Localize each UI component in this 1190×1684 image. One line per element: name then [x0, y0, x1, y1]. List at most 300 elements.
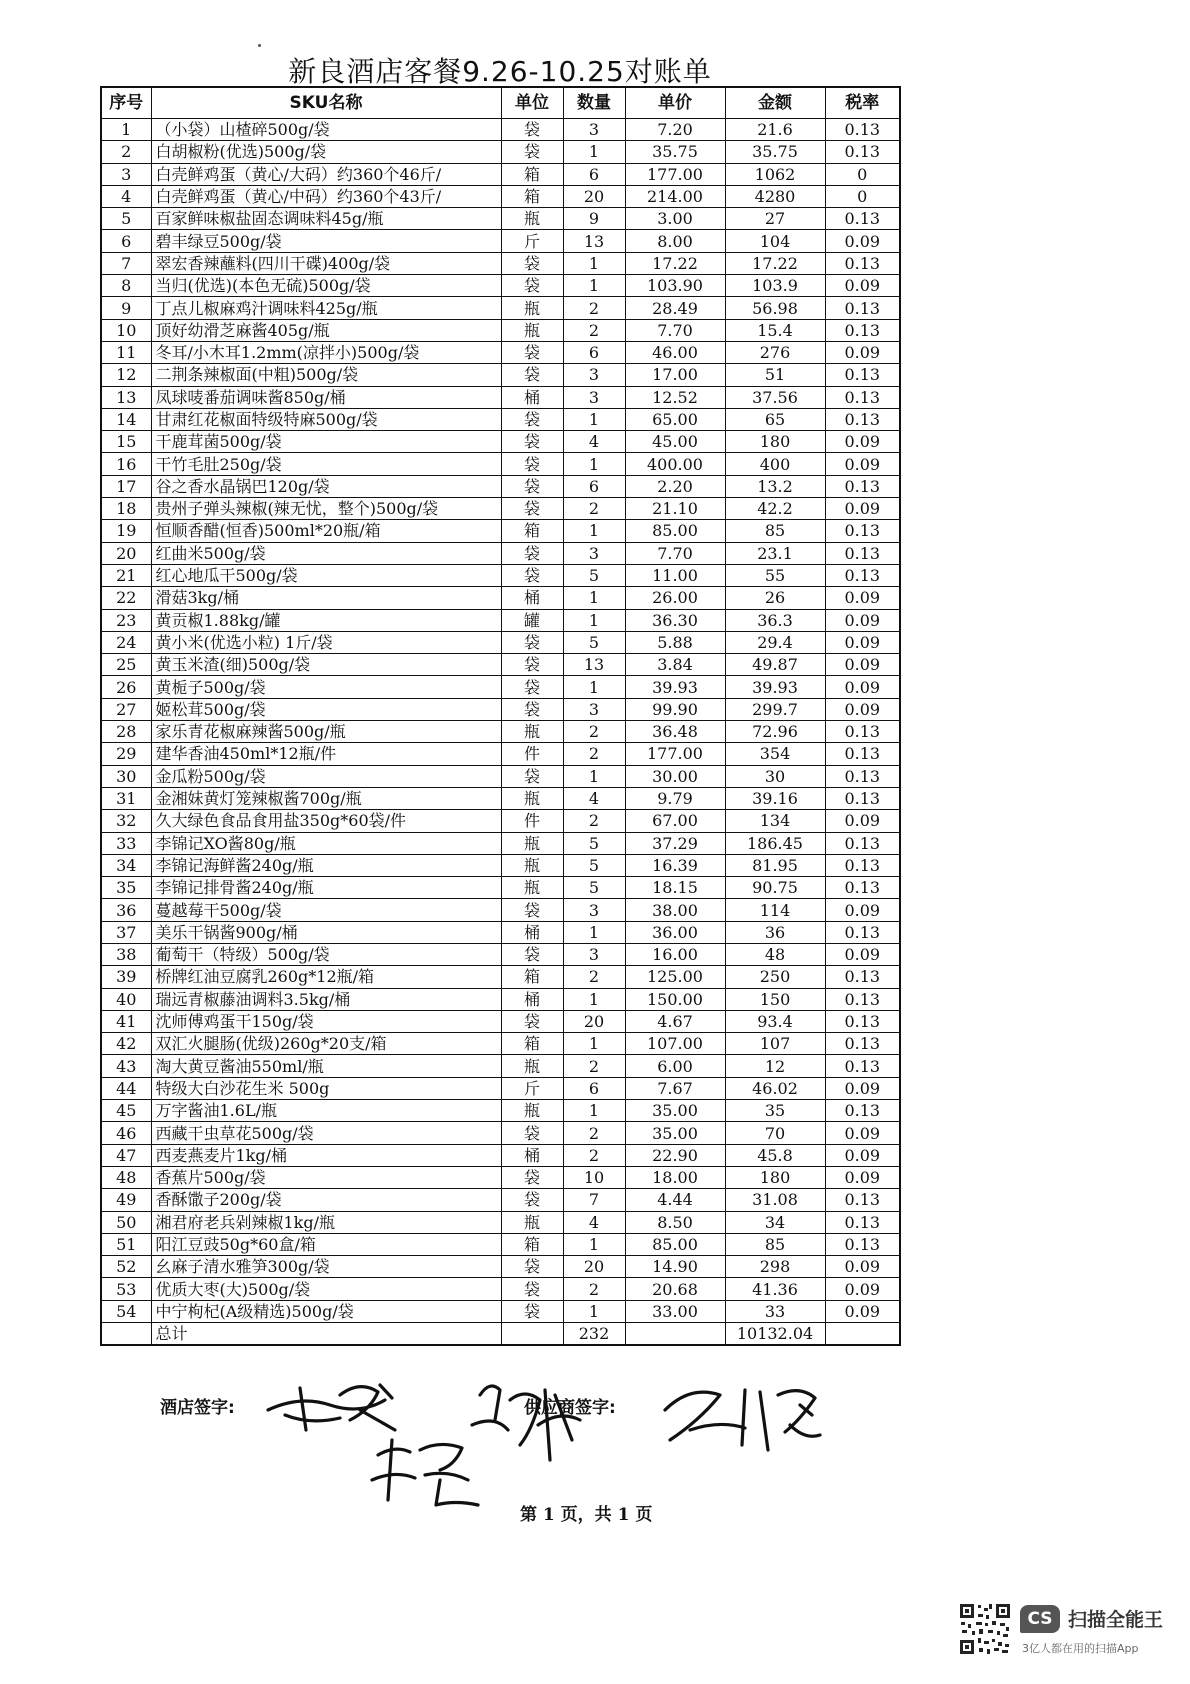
- total-label: 总计: [151, 1323, 501, 1346]
- camscanner-logo-icon: CS: [1020, 1605, 1060, 1633]
- sku-name: 碧丰绿豆500g/袋: [151, 230, 501, 252]
- row-index: 2: [101, 141, 151, 163]
- header-unit: 单位: [501, 87, 563, 119]
- unit: 袋: [501, 1122, 563, 1144]
- tax-rate: 0: [825, 185, 900, 207]
- unit: 斤: [501, 230, 563, 252]
- quantity: 1: [563, 141, 625, 163]
- unit: 瓶: [501, 854, 563, 876]
- row-index: 12: [101, 364, 151, 386]
- sku-name: 干鹿茸菌500g/袋: [151, 431, 501, 453]
- unit: 袋: [501, 698, 563, 720]
- header-tax-rate: 税率: [825, 87, 900, 119]
- sku-name: 红心地瓜干500g/袋: [151, 564, 501, 586]
- quantity: 1: [563, 676, 625, 698]
- unit: 桶: [501, 386, 563, 408]
- sku-name: 李锦记排骨酱240g/瓶: [151, 877, 501, 899]
- amount: 33: [725, 1300, 825, 1322]
- unit-price: 16.39: [625, 854, 725, 876]
- unit-price: 14.90: [625, 1256, 725, 1278]
- tax-rate: 0.13: [825, 208, 900, 230]
- row-index: 11: [101, 341, 151, 363]
- quantity: 2: [563, 1278, 625, 1300]
- row-index: 30: [101, 765, 151, 787]
- amount: 30: [725, 765, 825, 787]
- sku-name: 黄贡椒1.88kg/罐: [151, 609, 501, 631]
- unit: 瓶: [501, 319, 563, 341]
- unit-price: 8.50: [625, 1211, 725, 1233]
- unit: 瓶: [501, 721, 563, 743]
- unit-price: 46.00: [625, 341, 725, 363]
- tax-rate: 0.13: [825, 1100, 900, 1122]
- quantity: 1: [563, 1300, 625, 1322]
- tax-rate: 0.13: [825, 252, 900, 274]
- sku-name: 家乐青花椒麻辣酱500g/瓶: [151, 721, 501, 743]
- amount: 35.75: [725, 141, 825, 163]
- row-index: 35: [101, 877, 151, 899]
- tax-rate: 0.13: [825, 721, 900, 743]
- unit: 袋: [501, 475, 563, 497]
- unit: 袋: [501, 1166, 563, 1188]
- unit: 件: [501, 810, 563, 832]
- amount: 37.56: [725, 386, 825, 408]
- tax-rate: 0.09: [825, 230, 900, 252]
- quantity: 3: [563, 943, 625, 965]
- sku-name: 葡萄干（特级）500g/袋: [151, 943, 501, 965]
- sku-name: 西麦燕麦片1kg/桶: [151, 1144, 501, 1166]
- row-index: 47: [101, 1144, 151, 1166]
- unit-price: 7.70: [625, 319, 725, 341]
- tax-rate: 0.09: [825, 1256, 900, 1278]
- amount: 276: [725, 341, 825, 363]
- sku-name: 甘肃红花椒面特级特麻500g/袋: [151, 408, 501, 430]
- amount: 15.4: [725, 319, 825, 341]
- unit-price: 12.52: [625, 386, 725, 408]
- amount: 29.4: [725, 631, 825, 653]
- row-index: 45: [101, 1100, 151, 1122]
- unit-price: 7.67: [625, 1077, 725, 1099]
- tax-rate: 0.13: [825, 743, 900, 765]
- tax-rate: 0.13: [825, 854, 900, 876]
- quantity: 3: [563, 542, 625, 564]
- row-index: 46: [101, 1122, 151, 1144]
- quantity: 2: [563, 721, 625, 743]
- sku-name: 香蕉片500g/袋: [151, 1166, 501, 1188]
- quantity: 1: [563, 988, 625, 1010]
- header-sku-name: SKU名称: [151, 87, 501, 119]
- unit-price: 36.48: [625, 721, 725, 743]
- quantity: 2: [563, 743, 625, 765]
- sku-name: 黄小米(优选小粒) 1斤/袋: [151, 631, 501, 653]
- unit-price: 36.00: [625, 921, 725, 943]
- unit-price: 85.00: [625, 1233, 725, 1255]
- tax-rate: 0.09: [825, 1122, 900, 1144]
- sku-name: 二荆条辣椒面(中粗)500g/袋: [151, 364, 501, 386]
- unit-price: 177.00: [625, 743, 725, 765]
- quantity: 1: [563, 1100, 625, 1122]
- amount: 34: [725, 1211, 825, 1233]
- row-index: 20: [101, 542, 151, 564]
- unit-price: 35.00: [625, 1122, 725, 1144]
- sku-name: 丁点儿椒麻鸡汁调味料425g/瓶: [151, 297, 501, 319]
- quantity: 4: [563, 431, 625, 453]
- amount: 298: [725, 1256, 825, 1278]
- quantity: 1: [563, 765, 625, 787]
- sku-name: 贵州子弹头辣椒(辣无忧，整个)500g/袋: [151, 498, 501, 520]
- row-index: 6: [101, 230, 151, 252]
- row-index: 18: [101, 498, 151, 520]
- tax-rate: 0.09: [825, 341, 900, 363]
- unit: 袋: [501, 364, 563, 386]
- row-index: 33: [101, 832, 151, 854]
- quantity: 13: [563, 654, 625, 676]
- row-index: 21: [101, 564, 151, 586]
- tax-rate: 0.13: [825, 475, 900, 497]
- unit-price: 36.30: [625, 609, 725, 631]
- quantity: 2: [563, 498, 625, 520]
- unit: 瓶: [501, 1100, 563, 1122]
- unit: 袋: [501, 252, 563, 274]
- unit-price: 35.00: [625, 1100, 725, 1122]
- sku-name: 白壳鲜鸡蛋（黄心/大码）约360个46斤/: [151, 163, 501, 185]
- sku-name: 淘大黄豆酱油550ml/瓶: [151, 1055, 501, 1077]
- quantity: 2: [563, 1144, 625, 1166]
- unit-price: 6.00: [625, 1055, 725, 1077]
- unit-price: 85.00: [625, 520, 725, 542]
- sku-name: 久大绿色食品食用盐350g*60袋/件: [151, 810, 501, 832]
- supplier-signature-scribble: [665, 1390, 820, 1450]
- tax-rate: 0.13: [825, 542, 900, 564]
- tax-rate: 0.13: [825, 364, 900, 386]
- amount: 49.87: [725, 654, 825, 676]
- unit: 瓶: [501, 832, 563, 854]
- amount: 134: [725, 810, 825, 832]
- quantity: 13: [563, 230, 625, 252]
- unit: 瓶: [501, 1211, 563, 1233]
- unit-price: 18.00: [625, 1166, 725, 1188]
- tax-rate: 0.13: [825, 564, 900, 586]
- unit: 箱: [501, 1233, 563, 1255]
- quantity: 1: [563, 1233, 625, 1255]
- quantity: 3: [563, 386, 625, 408]
- unit: 袋: [501, 631, 563, 653]
- unit-price: 5.88: [625, 631, 725, 653]
- unit-price: 26.00: [625, 587, 725, 609]
- unit: 桶: [501, 988, 563, 1010]
- total-amount: 10132.04: [725, 1323, 825, 1346]
- amount: 48: [725, 943, 825, 965]
- tax-rate: 0: [825, 163, 900, 185]
- tax-rate: 0.09: [825, 1144, 900, 1166]
- document-title: 新良酒店客餐9.26-10.25对账单: [288, 55, 712, 88]
- amount: 23.1: [725, 542, 825, 564]
- unit: 箱: [501, 163, 563, 185]
- tax-rate: 0.13: [825, 119, 900, 141]
- unit-price: 2.20: [625, 475, 725, 497]
- quantity: 2: [563, 810, 625, 832]
- amount: 81.95: [725, 854, 825, 876]
- unit: 件: [501, 743, 563, 765]
- unit: 桶: [501, 1144, 563, 1166]
- quantity: 10: [563, 1166, 625, 1188]
- row-index: 7: [101, 252, 151, 274]
- sku-name: 李锦记XO酱80g/瓶: [151, 832, 501, 854]
- tax-rate: 0.09: [825, 810, 900, 832]
- quantity: 3: [563, 119, 625, 141]
- row-index: 3: [101, 163, 151, 185]
- unit-price: 400.00: [625, 453, 725, 475]
- qr-code-icon: [958, 1602, 1012, 1656]
- unit: 袋: [501, 1010, 563, 1032]
- sku-name: 凤球唛番茄调味酱850g/桶: [151, 386, 501, 408]
- unit: 袋: [501, 1189, 563, 1211]
- quantity: 1: [563, 587, 625, 609]
- sku-name: 桥牌红油豆腐乳260g*12瓶/箱: [151, 966, 501, 988]
- unit-price: 125.00: [625, 966, 725, 988]
- sku-name: 金湘妹黄灯笼辣椒酱700g/瓶: [151, 787, 501, 809]
- unit-price: 17.22: [625, 252, 725, 274]
- quantity: 7: [563, 1189, 625, 1211]
- row-index: 28: [101, 721, 151, 743]
- tax-rate: 0.13: [825, 408, 900, 430]
- tax-rate: 0.09: [825, 587, 900, 609]
- unit: 桶: [501, 921, 563, 943]
- tax-rate: 0.09: [825, 1278, 900, 1300]
- tax-rate: 0.13: [825, 1233, 900, 1255]
- unit-price: 67.00: [625, 810, 725, 832]
- unit-price: 214.00: [625, 185, 725, 207]
- sku-name: 翠宏香辣蘸料(四川干碟)400g/袋: [151, 252, 501, 274]
- row-index: 34: [101, 854, 151, 876]
- supplier-signature-label: 供应商签字:: [524, 1398, 616, 1418]
- amount: 51: [725, 364, 825, 386]
- unit-price: 99.90: [625, 698, 725, 720]
- amount: 35: [725, 1100, 825, 1122]
- sku-name: 湘君府老兵剁辣椒1kg/瓶: [151, 1211, 501, 1233]
- unit: 袋: [501, 765, 563, 787]
- unit: 瓶: [501, 877, 563, 899]
- unit: 袋: [501, 1278, 563, 1300]
- quantity: 5: [563, 832, 625, 854]
- tax-rate: 0.09: [825, 498, 900, 520]
- amount: 12: [725, 1055, 825, 1077]
- unit-price: 8.00: [625, 230, 725, 252]
- quantity: 1: [563, 275, 625, 297]
- sku-name: 瑞远青椒藤油调料3.5kg/桶: [151, 988, 501, 1010]
- unit-price: 16.00: [625, 943, 725, 965]
- row-index: 9: [101, 297, 151, 319]
- tax-rate: 0.09: [825, 899, 900, 921]
- row-index: 32: [101, 810, 151, 832]
- row-index: 5: [101, 208, 151, 230]
- tax-rate: 0.13: [825, 297, 900, 319]
- unit: 袋: [501, 1300, 563, 1322]
- row-index: 8: [101, 275, 151, 297]
- amount: 39.93: [725, 676, 825, 698]
- unit: 袋: [501, 1256, 563, 1278]
- hotel-signature-scribble-3: [472, 1386, 580, 1460]
- amount: 36.3: [725, 609, 825, 631]
- sku-name: 冬耳/小木耳1.2mm(凉拌小)500g/袋: [151, 341, 501, 363]
- row-index: 52: [101, 1256, 151, 1278]
- sku-name: 万字酱油1.6L/瓶: [151, 1100, 501, 1122]
- unit-price: 150.00: [625, 988, 725, 1010]
- amount: 21.6: [725, 119, 825, 141]
- unit-price: 17.00: [625, 364, 725, 386]
- row-index: 37: [101, 921, 151, 943]
- row-index: 36: [101, 899, 151, 921]
- unit: 袋: [501, 119, 563, 141]
- tax-rate: 0.13: [825, 1055, 900, 1077]
- header-index: 序号: [101, 87, 151, 119]
- unit-price: 11.00: [625, 564, 725, 586]
- tax-rate: 0.13: [825, 877, 900, 899]
- sku-name: （小袋）山楂碎500g/袋: [151, 119, 501, 141]
- tax-rate: 0.13: [825, 765, 900, 787]
- row-index: 27: [101, 698, 151, 720]
- amount: 103.9: [725, 275, 825, 297]
- row-index: 40: [101, 988, 151, 1010]
- unit-price: 45.00: [625, 431, 725, 453]
- tax-rate: 0.13: [825, 966, 900, 988]
- unit-price: 37.29: [625, 832, 725, 854]
- unit: 瓶: [501, 1055, 563, 1077]
- unit: 桶: [501, 587, 563, 609]
- sku-name: 美乐干锅酱900g/桶: [151, 921, 501, 943]
- amount: 45.8: [725, 1144, 825, 1166]
- tax-rate: 0.13: [825, 319, 900, 341]
- header-unit-price: 单价: [625, 87, 725, 119]
- amount: 104: [725, 230, 825, 252]
- sku-name: 幺麻子清水雅笋300g/袋: [151, 1256, 501, 1278]
- amount: 4280: [725, 185, 825, 207]
- sku-name: 白胡椒粉(优选)500g/袋: [151, 141, 501, 163]
- amount: 93.4: [725, 1010, 825, 1032]
- row-index: 29: [101, 743, 151, 765]
- row-index: 31: [101, 787, 151, 809]
- tax-rate: 0.09: [825, 943, 900, 965]
- sku-name: 特级大白沙花生米 500g: [151, 1077, 501, 1099]
- tax-rate: 0.13: [825, 386, 900, 408]
- unit: 袋: [501, 943, 563, 965]
- amount: 17.22: [725, 252, 825, 274]
- row-index: 44: [101, 1077, 151, 1099]
- row-index: 17: [101, 475, 151, 497]
- unit: 袋: [501, 275, 563, 297]
- amount: 31.08: [725, 1189, 825, 1211]
- quantity: 1: [563, 1033, 625, 1055]
- quantity: 20: [563, 185, 625, 207]
- sku-name: 恒顺香醋(恒香)500ml*20瓶/箱: [151, 520, 501, 542]
- sku-name: 蔓越莓干500g/袋: [151, 899, 501, 921]
- quantity: 2: [563, 297, 625, 319]
- row-index: 54: [101, 1300, 151, 1322]
- amount: 1062: [725, 163, 825, 185]
- quantity: 5: [563, 877, 625, 899]
- sku-name: 优质大枣(大)500g/袋: [151, 1278, 501, 1300]
- amount: 180: [725, 1166, 825, 1188]
- amount: 250: [725, 966, 825, 988]
- amount: 46.02: [725, 1077, 825, 1099]
- quantity: 3: [563, 364, 625, 386]
- sku-name: 西藏干虫草花500g/袋: [151, 1122, 501, 1144]
- amount: 400: [725, 453, 825, 475]
- amount: 354: [725, 743, 825, 765]
- quantity: 9: [563, 208, 625, 230]
- row-index: 15: [101, 431, 151, 453]
- amount: 85: [725, 520, 825, 542]
- tax-rate: 0.13: [825, 520, 900, 542]
- row-index: 49: [101, 1189, 151, 1211]
- quantity: 1: [563, 609, 625, 631]
- row-index: 48: [101, 1166, 151, 1188]
- row-index: 4: [101, 185, 151, 207]
- amount: 299.7: [725, 698, 825, 720]
- amount: 55: [725, 564, 825, 586]
- unit: 袋: [501, 542, 563, 564]
- row-index: 39: [101, 966, 151, 988]
- header-quantity: 数量: [563, 87, 625, 119]
- unit-price: 35.75: [625, 141, 725, 163]
- quantity: 3: [563, 698, 625, 720]
- row-index: 16: [101, 453, 151, 475]
- unit: 瓶: [501, 208, 563, 230]
- unit: 斤: [501, 1077, 563, 1099]
- sku-name: 李锦记海鲜酱240g/瓶: [151, 854, 501, 876]
- tax-rate: 0.09: [825, 453, 900, 475]
- unit-price: 30.00: [625, 765, 725, 787]
- amount: 114: [725, 899, 825, 921]
- amount: 186.45: [725, 832, 825, 854]
- row-index: 42: [101, 1033, 151, 1055]
- hotel-signature-scribble-2: [372, 1440, 478, 1505]
- row-index: 1: [101, 119, 151, 141]
- header-amount: 金额: [725, 87, 825, 119]
- tax-rate: 0.09: [825, 1166, 900, 1188]
- tax-rate: 0.09: [825, 676, 900, 698]
- quantity: 1: [563, 921, 625, 943]
- amount: 39.16: [725, 787, 825, 809]
- camscanner-slogan: 3亿人都在用的扫描App: [1022, 1642, 1139, 1655]
- quantity: 5: [563, 854, 625, 876]
- row-index: 43: [101, 1055, 151, 1077]
- unit: 袋: [501, 899, 563, 921]
- tax-rate: 0.13: [825, 787, 900, 809]
- unit: 箱: [501, 966, 563, 988]
- sku-name: 中宁枸杞(A级精选)500g/袋: [151, 1300, 501, 1322]
- unit-price: 65.00: [625, 408, 725, 430]
- row-index: 38: [101, 943, 151, 965]
- amount: 180: [725, 431, 825, 453]
- unit: 瓶: [501, 297, 563, 319]
- unit-price: 7.20: [625, 119, 725, 141]
- tax-rate: 0.13: [825, 832, 900, 854]
- quantity: 6: [563, 1077, 625, 1099]
- row-index: 25: [101, 654, 151, 676]
- tax-rate: 0.13: [825, 1033, 900, 1055]
- unit-price: 38.00: [625, 899, 725, 921]
- unit: 袋: [501, 676, 563, 698]
- tax-rate: 0.13: [825, 1189, 900, 1211]
- quantity: 1: [563, 408, 625, 430]
- sku-name: 红曲米500g/袋: [151, 542, 501, 564]
- hotel-signature-scribble-1: [268, 1385, 395, 1430]
- amount: 65: [725, 408, 825, 430]
- unit-price: 21.10: [625, 498, 725, 520]
- quantity: 1: [563, 453, 625, 475]
- unit: 袋: [501, 431, 563, 453]
- unit-price: 39.93: [625, 676, 725, 698]
